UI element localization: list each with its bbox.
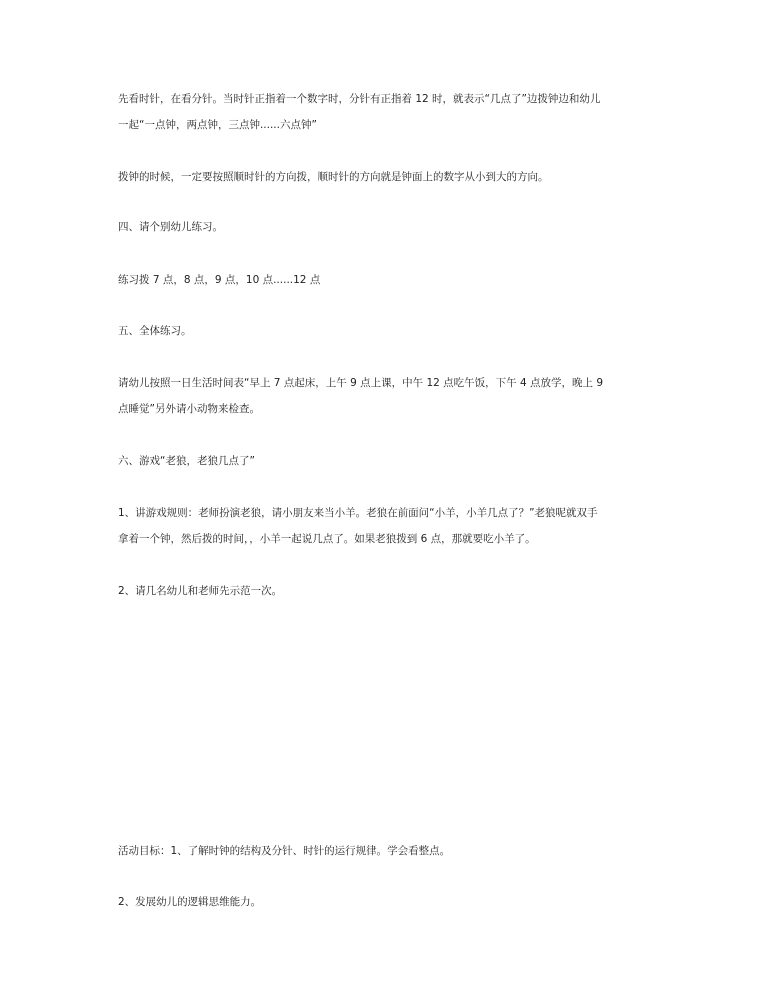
- heading-group-practice: [118, 318, 658, 344]
- paragraph-line: 练习拨 7 点，8 点，9 点，10 点......12 点: [118, 274, 321, 286]
- paragraph-line: 五、全体练习。: [118, 325, 192, 337]
- paragraph-line: 2、请几名幼儿和老师先示范一次。: [118, 585, 283, 597]
- paragraph-line: 拨钟的时候，一定要按照顺时针的方向拨，顺时针的方向就是钟面上的数字从小到大的方向。: [118, 171, 549, 183]
- paragraph-line: 点睡觉”另外请小动物来检查。: [118, 403, 260, 415]
- paragraph-daily-schedule: [118, 370, 658, 422]
- paragraph-line: 2、发展幼儿的逻辑思维能力。: [118, 896, 262, 908]
- paragraph-line: 请幼儿按照一日生活时间表“早上 7 点起床，上午 9 点上课，中午 12 点吃午饭，下午 4 点放学，晚上 9: [118, 377, 604, 389]
- heading-individual-practice: [118, 214, 658, 240]
- paragraph-demonstration: [118, 578, 658, 604]
- paragraph-line: 1、讲游戏规则：老师扮演老狼，请小朋友来当小羊。老狼在前面问“小羊，小羊几点了？”老狼呢就双手: [118, 507, 598, 519]
- paragraph-clockwise-rule: [118, 164, 658, 190]
- paragraph-line: 先看时针，在看分针。当时针正指着一个数字时，分针有正指着 12 时，就表示“几点了”边拨钟边和幼儿: [118, 93, 601, 105]
- paragraph-line: 六、游戏“老狼，老狼几点了”: [118, 455, 255, 467]
- paragraph-line: 活动目标：1、了解时钟的结构及分针、时针的运行规律。学会看整点。: [118, 845, 451, 857]
- paragraph-clock-reading: [118, 86, 658, 138]
- paragraph-activity-goal-2: [118, 889, 658, 915]
- paragraph-practice-hours: [118, 267, 658, 293]
- paragraph-activity-goal-1: [118, 838, 658, 864]
- paragraph-line: 四、请个别幼儿练习。: [118, 221, 223, 233]
- paragraph-line: 拿着一个钟，然后拨的时间，，小羊一起说几点了。如果老狼拨到 6 点，那就要吃小羊了。: [118, 533, 536, 545]
- paragraph-line: 一起“一点钟，两点钟，三点钟......六点钟”: [118, 119, 317, 131]
- heading-game: [118, 448, 658, 474]
- paragraph-game-rules: [118, 500, 658, 552]
